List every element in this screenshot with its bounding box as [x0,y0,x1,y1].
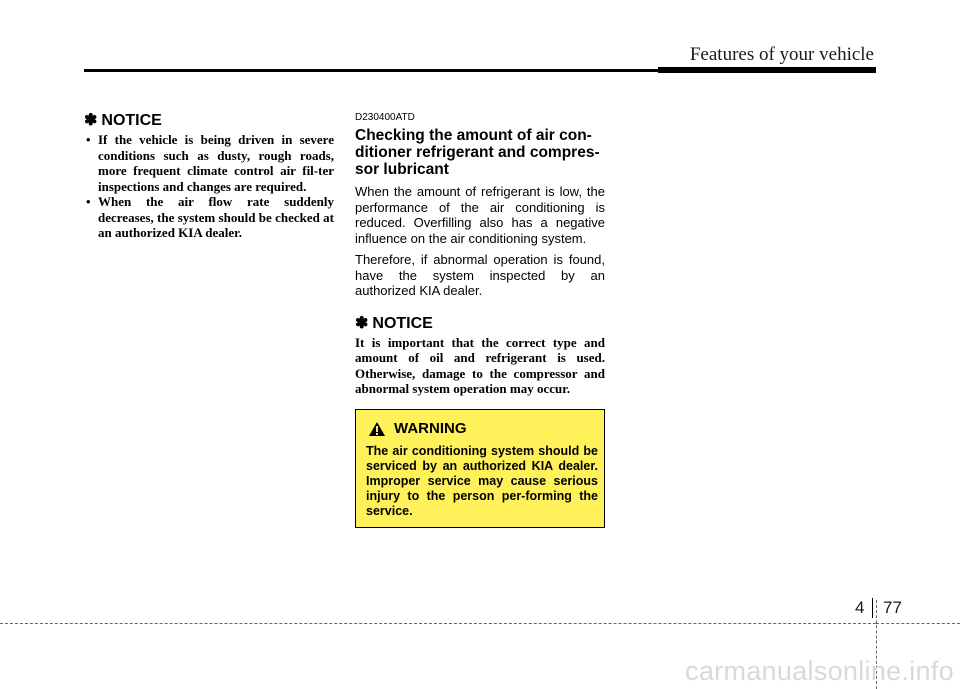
notice-text: It is important that the correct type and amount of oil and refrigerant is used. Otherwise, damage to the compressor and abnormal system operation may occur. [355,334,605,396]
chapter-number: 4 [855,598,865,617]
section-paragraph: When the amount of refrigerant is low, the performance of the air conditioning is reduced. Overfilling also has a negative influence on the air conditioning system. [355,184,605,246]
notice-heading-label: NOTICE [101,112,162,129]
warning-triangle-icon [368,421,386,437]
notice-heading-label: NOTICE [372,314,433,332]
notice-bullet-list [84,132,334,241]
notice-heading [84,112,334,130]
page-number: 77 [883,598,902,617]
section-paragraph: Therefore, if abnormal operation is found, have the system inspected by an authorized KIA dealer. [355,252,605,298]
notice-bullet: • When the air flow rate suddenly decreases, the system should be checked at an authorized KIA dealer. [86,194,334,240]
warning-header [368,420,467,437]
middle-column [355,112,605,397]
page-number-separator [872,598,873,618]
footer-rule [0,623,876,624]
bullet-dot: • [86,132,91,147]
notice-bullet: • If the vehicle is being driven in severe conditions such as dusty, rough roads, more frequent climate control air fil-ter inspections and changes are required. [86,132,334,194]
section-title: Checking the amount of air con-ditioner refrigerant and compres-sor lubricant [355,127,600,178]
header-rule [84,69,658,72]
left-column [84,112,334,241]
page-header-title: Features of your vehicle [689,44,874,65]
header-rule-thick [658,67,876,73]
watermark: carmanualsonline.info [685,656,954,686]
section-code: D230400ATD [355,112,415,123]
bullet-dot: • [86,194,91,209]
notice-star-icon: ✽ [84,112,98,129]
warning-box [355,409,605,528]
warning-title: WARNING [394,420,467,437]
warning-text: The air conditioning system should be serviced by an authorized KIA dealer. Improper service may cause serious injury to the person per-forming the service. [366,444,598,518]
notice-star-icon: ✽ [355,314,369,332]
footer-rule-right [876,623,960,624]
notice-heading [355,315,605,333]
